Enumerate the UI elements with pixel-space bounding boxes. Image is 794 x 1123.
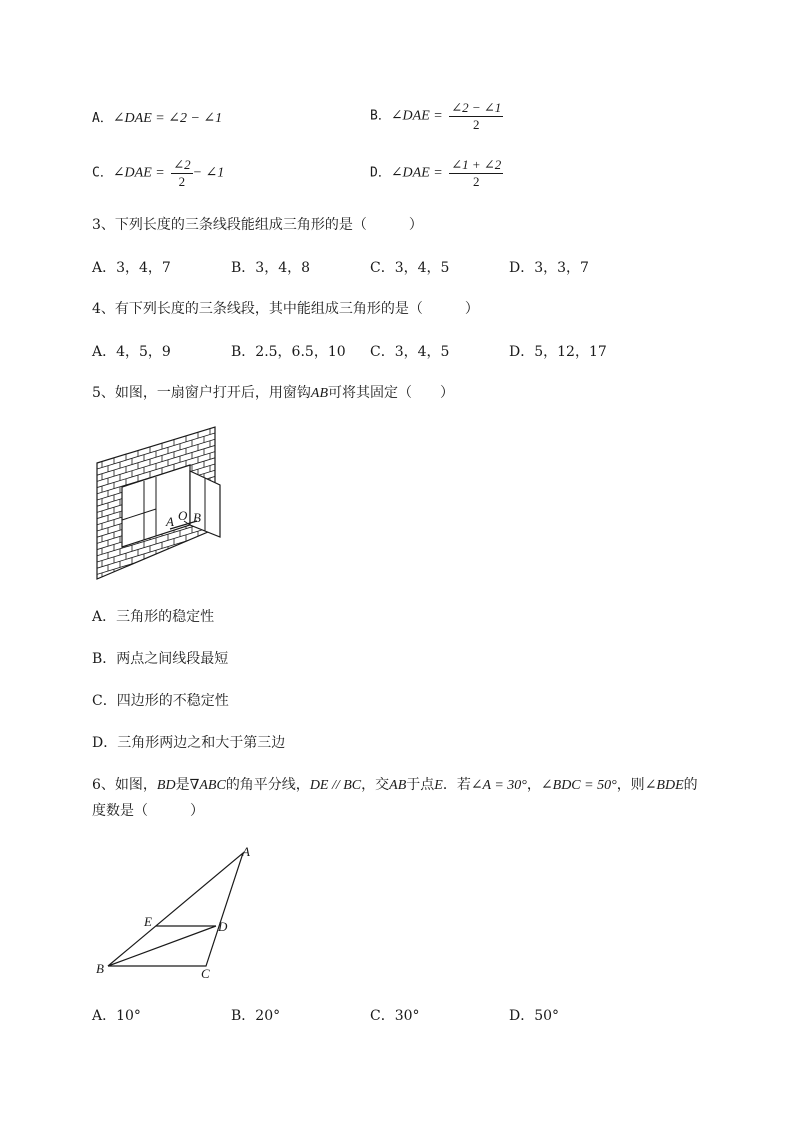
label-o: O [178, 508, 188, 523]
q4-stem: 4、有下列长度的三条线段，其中能组成三角形的是（ ） [92, 301, 479, 317]
q3-option-b: B．3，4，8 [231, 260, 311, 276]
triangle-figure [92, 840, 262, 980]
window-figure [94, 425, 224, 583]
q6-stem-line1: 6、如图，BD是∇ABC的角平分线，DE // BC，交AB于点E．若∠A = 30°，∠BDC = 50°，则∠BDE的 [92, 777, 698, 793]
q3-stem: 3、下列长度的三条线段能组成三角形的是（ ） [92, 217, 423, 233]
q6-option-b: B．20° [231, 1008, 281, 1024]
q6-option-a: A．10° [92, 1008, 141, 1024]
q5-option-b: B．两点之间线段最短 [92, 651, 229, 667]
label-e: E [144, 914, 152, 929]
label-a: A [166, 514, 174, 529]
q5-stem: 5、如图，一扇窗户打开后，用窗钩AB可将其固定（ ） [92, 385, 455, 401]
label-c: C [201, 966, 210, 980]
q5-option-c: C．四边形的不稳定性 [92, 693, 229, 709]
label-d: D [218, 919, 228, 934]
q2-option-a: A．∠DAE = ∠2 − ∠1 [92, 111, 223, 126]
q3-option-a: A．3，4，7 [92, 260, 171, 276]
q2-c-fraction: $\frac{\angle 2}{2}$ [173, 157, 191, 189]
q2-d-fraction: $\frac{\angle 1 + \angle 2}{2}$ [451, 157, 502, 189]
q2-option-b: B．∠DAE = $\frac{\angle 2 - \angle 1}{2}$ [370, 100, 502, 132]
q2-option-c: C．∠DAE = $\frac{\angle 2}{2}$ − ∠1 [92, 157, 225, 189]
q4-option-b: B．2.5，6.5，10 [231, 344, 346, 360]
label-a: A [242, 844, 250, 859]
q4-option-a: A．4，5，9 [92, 344, 171, 360]
label-b: B [96, 961, 104, 976]
q5-option-a: A．三角形的稳定性 [92, 609, 215, 625]
segment-bd [108, 926, 216, 966]
triangle-abc [108, 853, 243, 966]
q6-option-d: D．50° [509, 1008, 560, 1024]
brick-course-line [97, 576, 215, 583]
q2-b-fraction: $\frac{\angle 2 - \angle 1}{2}$ [451, 100, 502, 132]
q4-option-d: D．5，12，17 [509, 344, 607, 360]
label-b: B [193, 510, 201, 525]
q6-option-c: C．30° [370, 1008, 420, 1024]
q4-option-c: C．3，4，5 [370, 344, 450, 360]
q2-option-d: D．∠DAE = $\frac{\angle 1 + \angle 2}{2}$ [370, 157, 502, 189]
q3-option-d: D．3，3，7 [509, 260, 589, 276]
q6-stem-line2: 度数是（ ） [92, 803, 204, 819]
q3-option-c: C．3，4，5 [370, 260, 450, 276]
q5-option-d: D．三角形两边之和大于第三边 [92, 735, 286, 751]
